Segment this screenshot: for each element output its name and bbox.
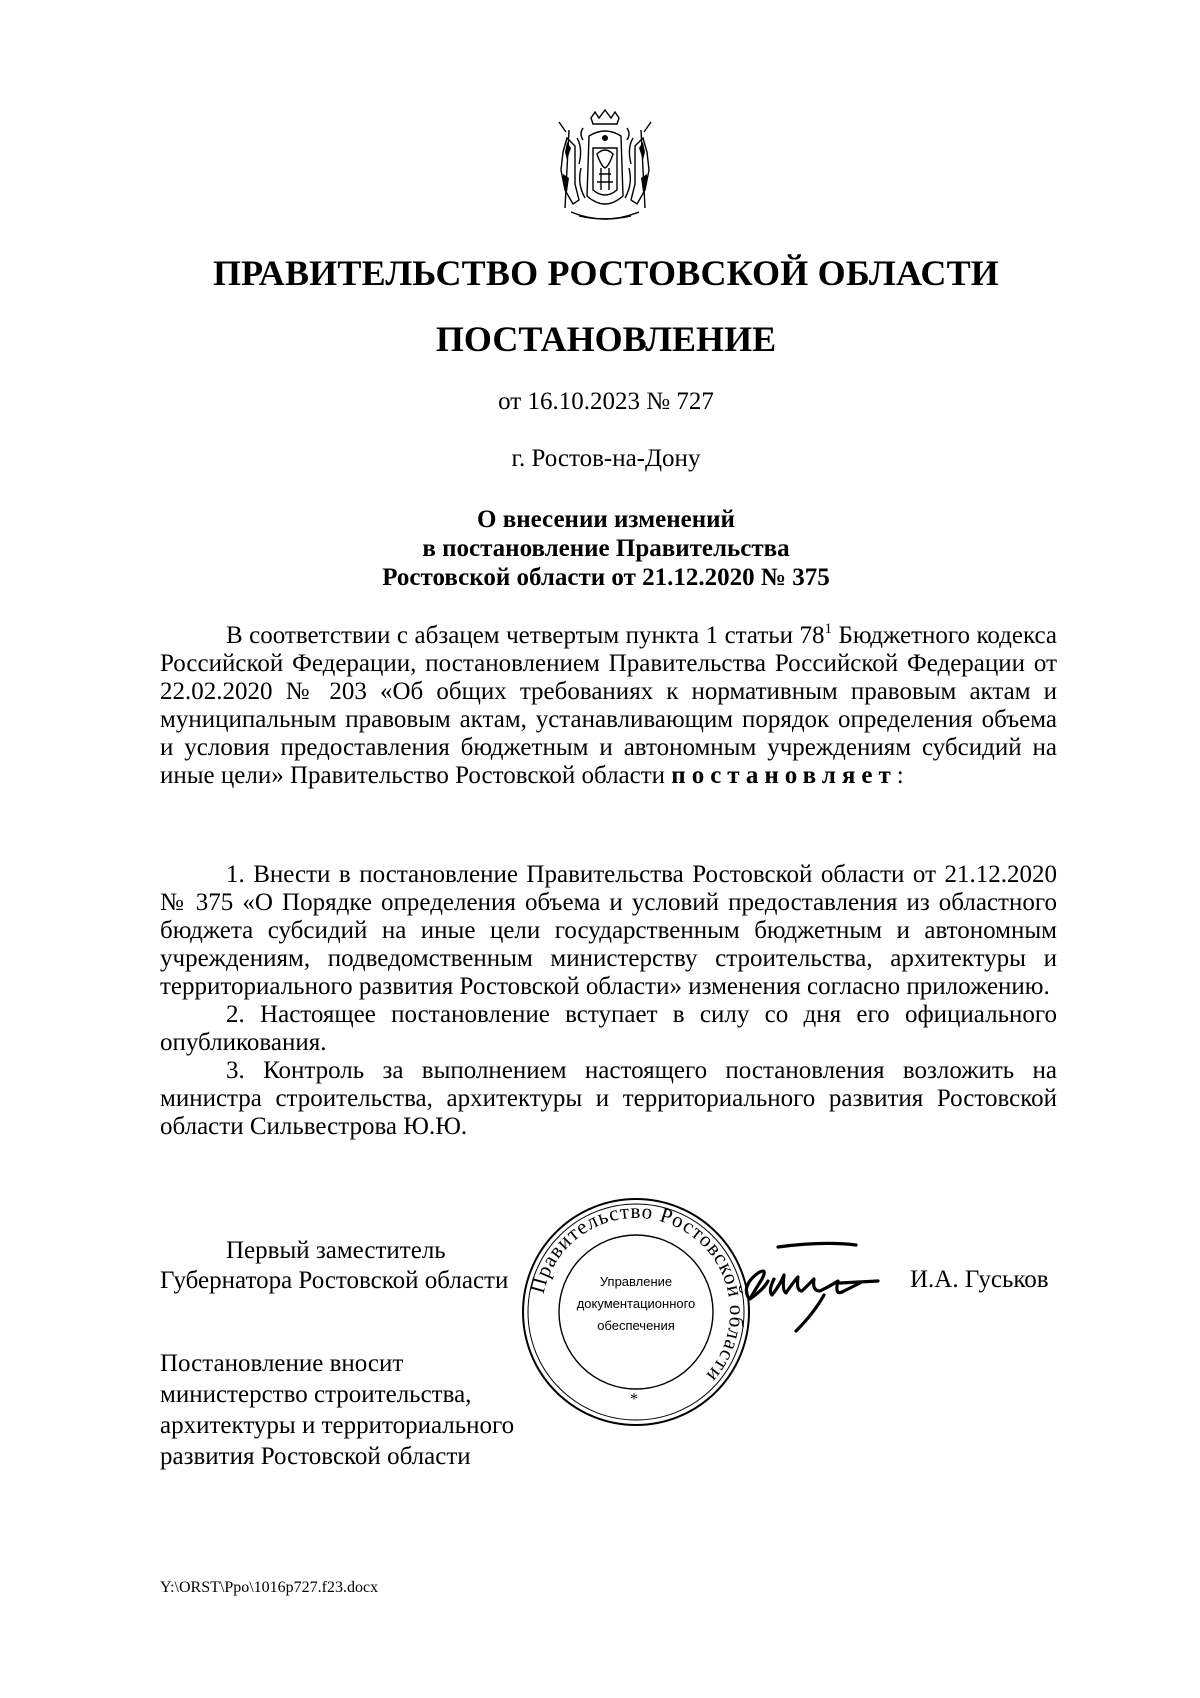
decree-word: постановляет (671, 762, 897, 789)
preamble-text: Бюджетного кодекса Российской Федерации, постановлением Правительства Российской Федерации от 22.02.2020 № 203 «Об общих требованиях к нормативным правовым актам и муниципальным правовым актам, устанавливающим порядок определения объема и условия предоставления бюджетным и автономным учреждениям субсидий на иные цели» Правительство Ростовской области (160, 622, 1057, 789)
subject-line: Ростовской области от 21.12.2020 № 375 (382, 564, 830, 591)
decree-point: 3. Контроль за выполнением настоящего постановления возложить на министра строительства, архитектуры и территориального развития Ростовской области Сильвестрова Ю.Ю. (160, 1057, 1057, 1140)
signatory-title-line: Первый заместитель (226, 1237, 446, 1264)
initiator-line: развития Ростовской области (160, 1443, 471, 1470)
document-date-number: от 16.10.2023 № 727 (498, 388, 714, 415)
decree-points (160, 861, 1057, 1141)
seal-inner-line: документационного (576, 1296, 696, 1311)
document-type: ПОСТАНОВЛЕНИЕ (435, 319, 777, 359)
subject-line: в постановление Правительства (422, 535, 790, 562)
document-subject (0, 505, 1200, 592)
signatory-title-line: Губернатора Ростовской области (160, 1267, 509, 1294)
file-path: Y:\ORST\Ppo\1016p727.f23.docx (160, 1579, 379, 1596)
seal-inner-line: обеспечения (597, 1318, 675, 1333)
superscript: 1 (824, 621, 833, 637)
initiator-line: архитектуры и территориального (160, 1412, 515, 1439)
initiator-line: Постановление вносит (160, 1350, 404, 1377)
subject-line: О внесении изменений (477, 506, 735, 533)
document-city: г. Ростов-на-Дону (511, 445, 701, 472)
seal-ring-text: Правительство Ростовской области (525, 1198, 750, 1388)
preamble-paragraph (160, 622, 1057, 790)
seal-star: * (630, 1391, 638, 1408)
handwritten-signature-icon (728, 1235, 903, 1345)
decree-colon: : (896, 762, 904, 789)
decree-point: 2. Настоящее постановление вступает в силу со дня его официального опубликования. (160, 1001, 1057, 1056)
initiator-block (160, 1348, 514, 1472)
signatory-name: И.А. Гуськов (910, 1266, 1049, 1293)
initiator-line: министерство строительства, (160, 1381, 472, 1408)
svg-text:Правительство Ростовской облас (525, 1199, 749, 1388)
coat-of-arms-icon (557, 108, 653, 228)
signatory-title (160, 1236, 508, 1296)
preamble (160, 622, 1057, 790)
official-seal-icon (520, 1196, 752, 1428)
decree-point: 1. Внести в постановление Правительства Ростовской области от 21.12.2020 № 375 «О Порядке определения объема и условий предоставления из областного бюджета субсидий на иные цели государственным бюджетным и автономным учреждениям, подведомственным министерству строительства, архитектуры и территориального развития Ростовской области» изменения согласно приложению. (160, 861, 1057, 1000)
seal-inner-line: Управление (599, 1274, 673, 1289)
preamble-text: В соответствии с абзацем четвертым пункта 1 статьи 78 (226, 622, 825, 649)
government-title: ПРАВИТЕЛЬСТВО РОСТОВСКОЙ ОБЛАСТИ (212, 253, 1000, 293)
